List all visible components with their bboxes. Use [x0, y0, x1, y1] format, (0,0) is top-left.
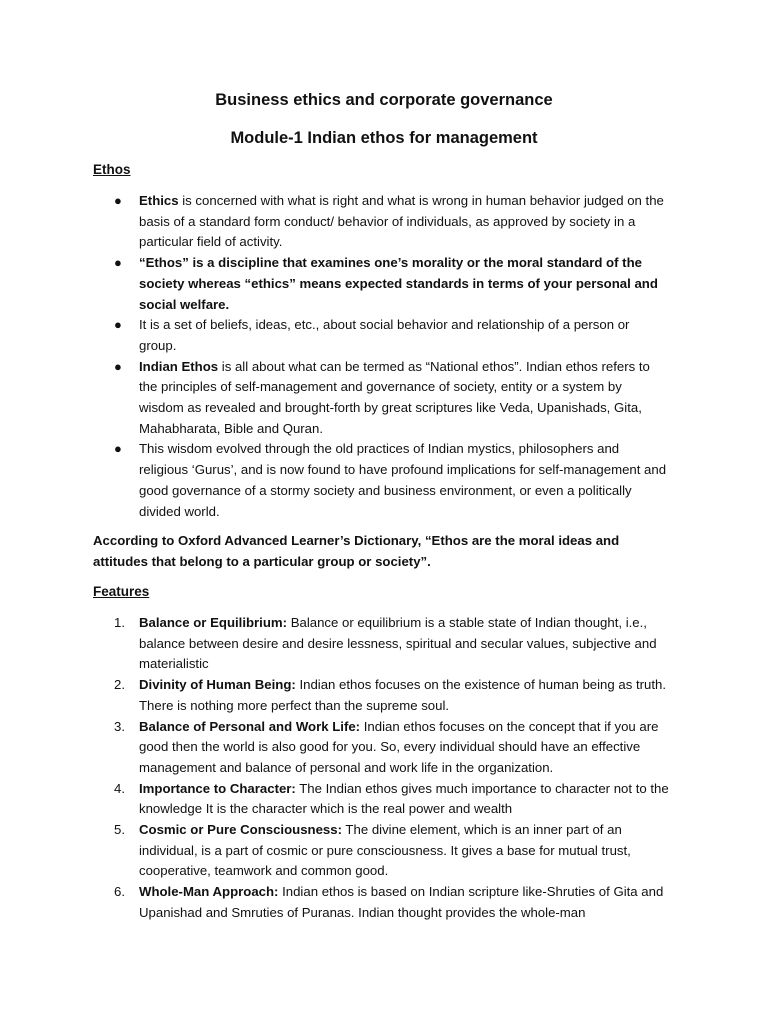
bullet-icon: ●: [114, 317, 122, 333]
bullet-icon: ●: [114, 358, 122, 374]
bullet-icon: ●: [114, 193, 122, 208]
feature-text: Indian ethos focuses on the concept that if you are good then the world is also good for you. So, every individual should have an effective management and balance of personal and work life in the organization.: [139, 718, 659, 775]
item-number: 4.: [114, 780, 125, 796]
oxford-definition: According to Oxford Advanced Learner’s Dictionary, “Ethos are the moral ideas and attitudes that belong to a particular group or society”.: [93, 533, 620, 569]
item-number: 2.: [114, 677, 125, 693]
bullet-text: This wisdom evolved through the old practices of Indian mystics, philosophers and religious ‘Gurus’, and is now found to have profound implications for self-management and good governance of a stormy society and business environment, or even a politically divided world.: [139, 441, 667, 519]
features-list: [0, 613, 768, 924]
list-item: [0, 191, 669, 253]
feature-text: Balance or equilibrium is a stable state of Indian thought, i.e., balance between desire and desire lessness, spiritual and secular values, subjective and materialistic: [139, 615, 657, 672]
list-item: [0, 613, 669, 675]
module-title: Module-1 Indian ethos for management: [230, 129, 538, 147]
document-title: Business ethics and corporate governance: [215, 91, 553, 109]
bullet-bold-text: “Ethos” is a discipline that examines one’s morality or the moral standard of the society whereas “ethics” means expected standards in terms of your personal and social welfare.: [139, 255, 658, 312]
feature-bold-text: Balance of Personal and Work Life:: [139, 718, 361, 734]
feature-text: The Indian ethos gives much importance to character not to the knowledge It is the character which is the real power and wealth: [139, 780, 669, 817]
list-item: [0, 882, 669, 923]
list-item: [0, 253, 669, 315]
bullet-icon: ●: [114, 255, 122, 271]
bullet-icon: ●: [114, 441, 122, 457]
bullet-text: is all about what can be termed as “National ethos”. Indian ethos refers to the principles of self-management and governance of society, entity or a system by wisdom as revealed and brought-forth by great scriptures like Veda, Upanishads, Gita, Mahabharata, Bible and Quran.: [139, 358, 650, 436]
item-number: 3.: [114, 718, 125, 734]
ethos-bullet-list: [0, 191, 768, 522]
list-item: [0, 779, 669, 820]
feature-text: Indian ethos focuses on the existence of human being as truth. There is nothing more perfect than the supreme soul.: [139, 677, 667, 713]
bullet-bold-text: Ethics: [139, 193, 179, 208]
features-heading: Features: [93, 584, 150, 599]
item-number: 6.: [114, 884, 125, 900]
bullet-text: It is a set of beliefs, ideas, etc., about social behavior and relationship of a person or group.: [139, 317, 630, 353]
list-item: [0, 717, 669, 779]
feature-text: The divine element, which is an inner part of an individual, is a part of cosmic or pure consciousness. It gives a base for mutual trust, cooperative, teamwork and common good.: [139, 822, 631, 879]
list-item: [0, 675, 669, 716]
list-item: [0, 315, 669, 356]
list-item: [0, 439, 669, 522]
list-item: [0, 820, 669, 882]
bullet-bold-text: Indian Ethos: [139, 358, 219, 374]
item-number: 5.: [114, 822, 125, 838]
bullet-text: is concerned with what is right and what is wrong in human behavior judged on the basis of a standard form conduct/ behavior of individuals, as approved by society in a particular field of activity.: [139, 193, 664, 250]
feature-text: Indian ethos is based on Indian scripture like-Shruties of Gita and Upanishad and Smruties of Puranas. Indian thought provides the whole-man: [139, 884, 664, 920]
feature-bold-text: Balance or Equilibrium:: [139, 615, 288, 630]
feature-bold-text: Importance to Character:: [139, 780, 296, 796]
list-item: [0, 357, 669, 440]
feature-bold-text: Whole-Man Approach:: [139, 884, 279, 900]
item-number: 1.: [114, 615, 125, 630]
feature-bold-text: Divinity of Human Being:: [139, 677, 296, 693]
feature-bold-text: Cosmic or Pure Consciousness:: [139, 822, 342, 838]
ethos-heading: Ethos: [93, 162, 131, 177]
